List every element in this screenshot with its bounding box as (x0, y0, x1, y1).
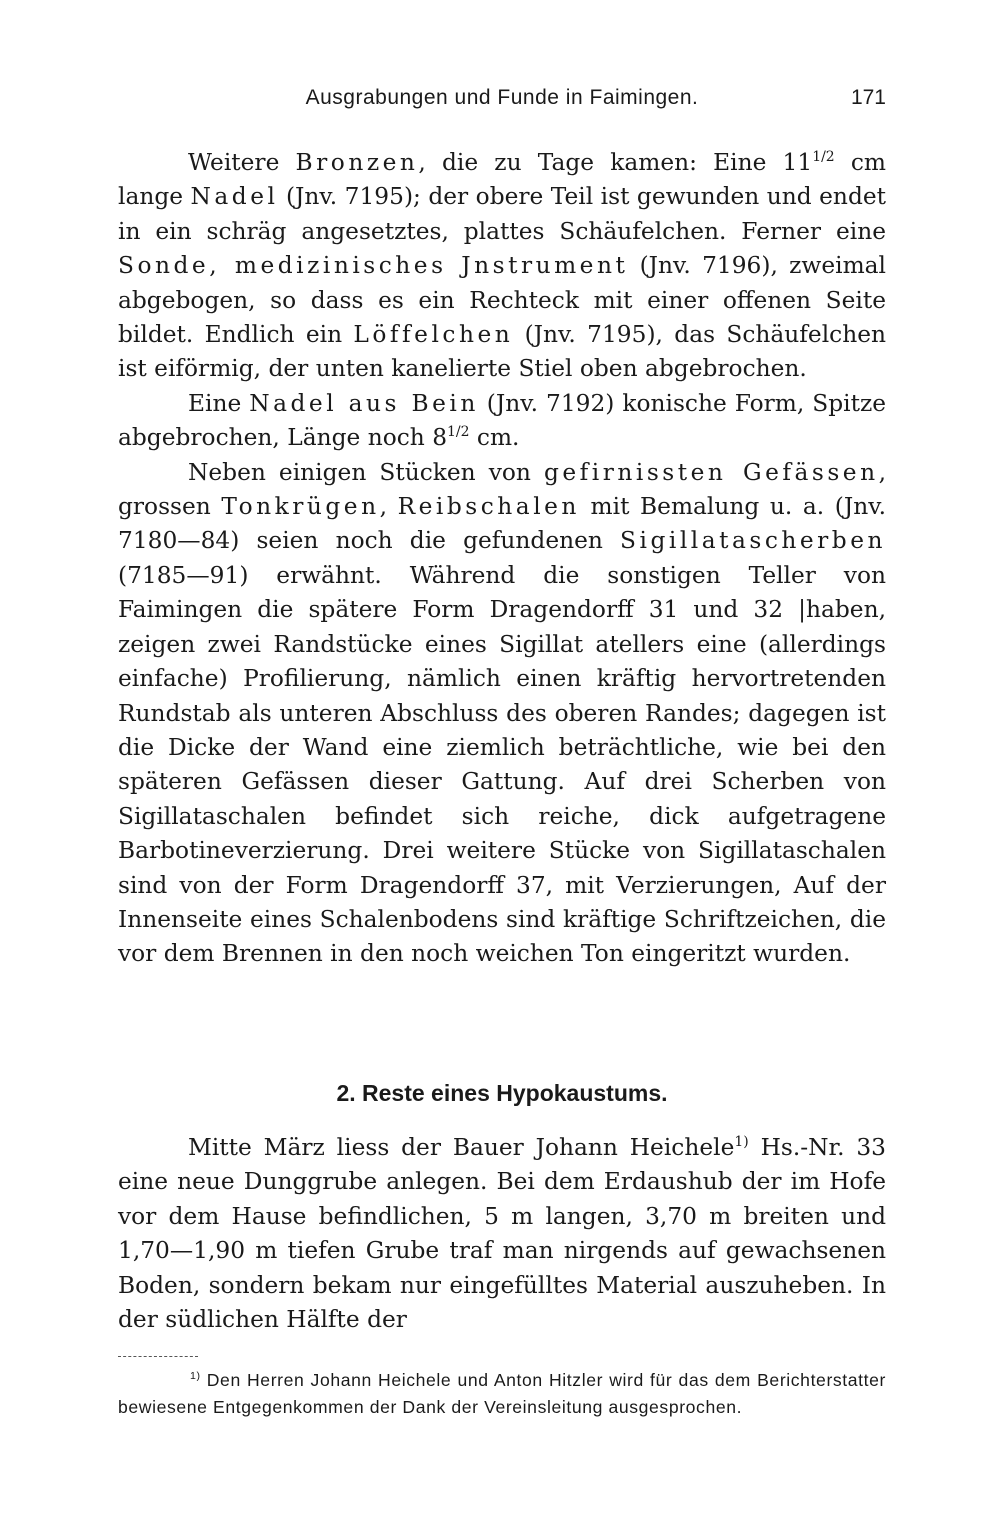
paragraph-vessels (118, 456, 886, 972)
text-run: , die zu Tage kamen: Eine 11 (418, 149, 813, 176)
footnote-divider (118, 1356, 198, 1357)
paragraph-bronzes (118, 146, 886, 387)
spaced-term: gefirnissten Gefässen (543, 458, 879, 486)
fraction: 1/2 (447, 424, 470, 441)
spaced-term: Bronzen (295, 149, 419, 176)
text-run: Neben einigen Stücken von (188, 458, 544, 486)
text-run: cm. (469, 424, 520, 452)
spaced-term: Löffelchen (353, 321, 514, 349)
spaced-term: Sigillatascherben (620, 527, 886, 555)
spaced-term: Reibschalen (397, 493, 580, 521)
text-run: , (379, 493, 398, 521)
text-run: (Jnv. 7196), zweimal abgebogen, so dass es ein Rechteck mit einer offenen Seite bildet. Endlich ein (118, 252, 886, 349)
spaced-term: Tonkrügen (221, 493, 380, 521)
text-run: (Jnv. 7195), das Schäufelchen ist eiförmig, der unten kanelierte Stiel oben abgebrochen. (118, 321, 886, 383)
text-run: mit Bemalung u. a. (Jnv. 7180—84) seien noch die gefundenen (118, 493, 886, 555)
text-run: (Jnv. 7192) konische Form, Spitze abgebrochen, Länge noch 8 (118, 389, 887, 452)
text-run: Weitere (188, 149, 296, 176)
main-text (118, 146, 886, 972)
text-run: (7185—91) erwähnt. Während die sonstigen Teller von Faimingen die spätere Form Dragendorff 31 und 32 |haben, zeigen zwei Randstücke eines Sigillat atellers eine (allerdings einfache) Profilierung, nämlich einen kräftig hervortretenden Rundstab als unteren Abschluss des oberen Randes; dagegen ist die Dicke der Wand eine ziemlich beträchtliche, wie bei den späteren Gefässen dieser Gattung. Auf drei Scherben von Sigillataschalen befindet sich reiche, dick aufgetragene Barbotineverzierung. Drei weitere Stücke von Sigillataschalen sind von der Form Dragendorff 37, mit Verzierungen, Auf der Innenseite eines Schalenbodens sind kräftige Schriftzeichen, die vor dem Brennen in den noch weichen Ton eingeritzt wurden. (118, 561, 886, 968)
paragraph-bone-needle (118, 387, 886, 456)
text-run: cm lange (118, 149, 886, 211)
running-title: Ausgrabungen und Funde in Faimingen. (305, 86, 699, 109)
running-head (118, 86, 886, 116)
paragraph-hypocaust (118, 1131, 886, 1337)
text-run: (Jnv. 7195); der obere Teil ist gewunden und endet in ein schräg angesetztes, plattes Schäufelchen. Ferner eine (118, 183, 887, 245)
spaced-term: Sonde, medizinisches Jnstrument (118, 252, 629, 280)
footnote-reference: 1) (734, 1134, 749, 1151)
spaced-term: Nadel aus Bein (249, 389, 479, 417)
text-run: Eine (188, 389, 250, 417)
section-heading: 2. Reste eines Hypokaustums. (336, 1080, 668, 1106)
spaced-term: Nadel (190, 183, 279, 211)
page-number: 171 (850, 86, 886, 109)
text-run: Hs.-Nr. 33 eine neue Dunggrube anlegen. Bei dem Erdaushub der im Hofe vor dem Hause befindlichen, 5 m langen, 3,70 m breiten und 1,70—1,90 m tiefen Grube traf man nirgends auf gewachsenen Boden, sondern bekam nur eingefülltes Material auszuheben. In der südlichen Hälfte der (118, 1134, 886, 1334)
footnotes (118, 1367, 886, 1420)
footnote-text: Den Herren Johann Heichele und Anton Hitzler wird für das dem Berichterstatter bewiesene Entgegenkommen der Dank der Vereinsleitung ausgesprochen. (118, 1370, 886, 1417)
text-run: , grossen (118, 458, 886, 521)
section-2 (118, 1080, 886, 1337)
text-run: Mitte März liess der Bauer Johann Heichele (188, 1134, 735, 1161)
footnote-marker: 1) (190, 1370, 201, 1383)
footnote (118, 1367, 886, 1420)
fraction: 1/2 (812, 149, 835, 166)
